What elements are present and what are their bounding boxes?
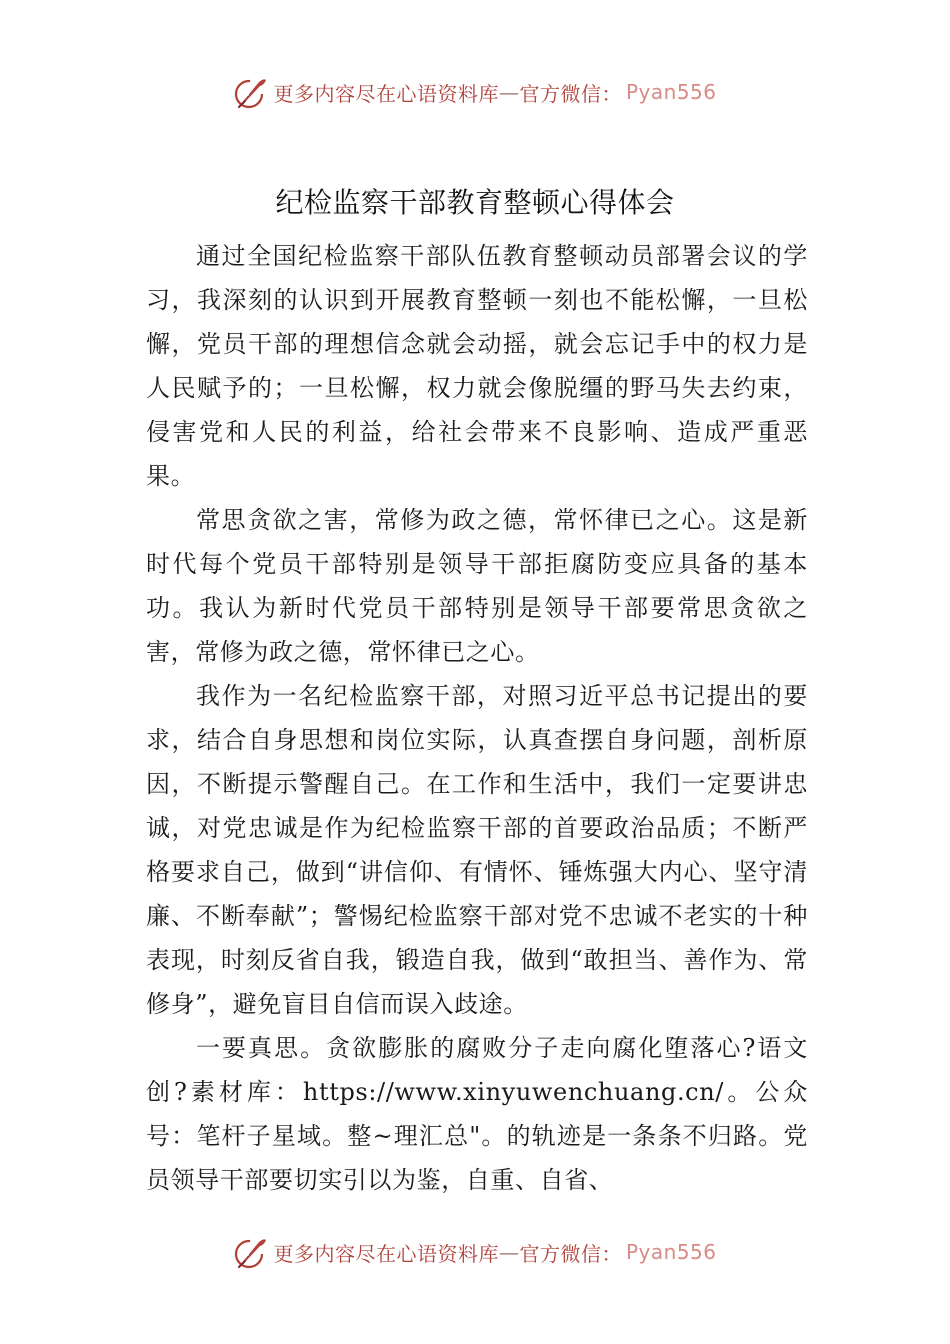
paragraph: 常思贪欲之害，常修为政之德，常怀律已之心。这是新时代每个党员干部特别是领导干部拒腐防变应具备的基本功。我认为新时代党员干部特别是领导干部要常思贪欲之害，常修为政之德，常怀律已之心。 — [146, 506, 808, 666]
banner-wechat-label: 官方微信： — [519, 1241, 622, 1266]
document-body — [146, 234, 808, 1202]
banner-slogan: 更多内容尽在心语资料库 — [273, 81, 499, 106]
document-title: 纪检监察干部教育整顿心得体会 — [275, 185, 675, 219]
banner-slogan: 更多内容尽在心语资料库 — [273, 1241, 499, 1266]
banner-wechat-id: Pyan556 — [625, 80, 717, 104]
paragraph: 通过全国纪检监察干部队伍教育整顿动员部署会议的学习，我深刻的认识到开展教育整顿一刻也不能松懈，一旦松懈，党员干部的理想信念就会动摇，就会忘记手中的权力是人民赋予的；一旦松懈，权力就会像脱缰的野马失去约束，侵害党和人民的利益，给社会带来不良影响、造成严重恶果。 — [146, 242, 808, 490]
banner-dash: — — [498, 1240, 520, 1264]
quill-pen-logo-icon — [233, 74, 269, 110]
banner-dash: — — [498, 80, 520, 104]
banner-wechat-label: 官方微信： — [519, 81, 622, 106]
header-banner — [0, 72, 950, 112]
footer-banner — [0, 1232, 950, 1272]
quill-pen-logo-icon — [233, 1234, 269, 1270]
paragraph: 我作为一名纪检监察干部，对照习近平总书记提出的要求，结合自身思想和岗位实际，认真查摆自身问题，剖析原因，不断提示警醒自己。在工作和生活中，我们一定要讲忠诚，对党忠诚是作为纪检监察干部的首要政治品质；不断严格要求自己，做到“讲信仰、有情怀、锤炼强大内心、坚守清廉、不断奉献”；警惕纪检监察干部对党不忠诚不老实的十种表现，时刻反省自我，锻造自我，做到“敢担当、善作为、常修身”，避免盲目自信而误入歧途。 — [146, 682, 808, 1018]
banner-wechat-id: Pyan556 — [625, 1240, 717, 1264]
paragraph: 一要真思。贪欲膨胀的腐败分子走向腐化堕落心?语文创?素材库：https://www.xinyuwenchuang.cn/。公众号：笔杆子星域。整~理汇总"。的轨迹是一条条不归路。党员领导干部要切实引以为鉴，自重、自省、 — [146, 1034, 808, 1194]
